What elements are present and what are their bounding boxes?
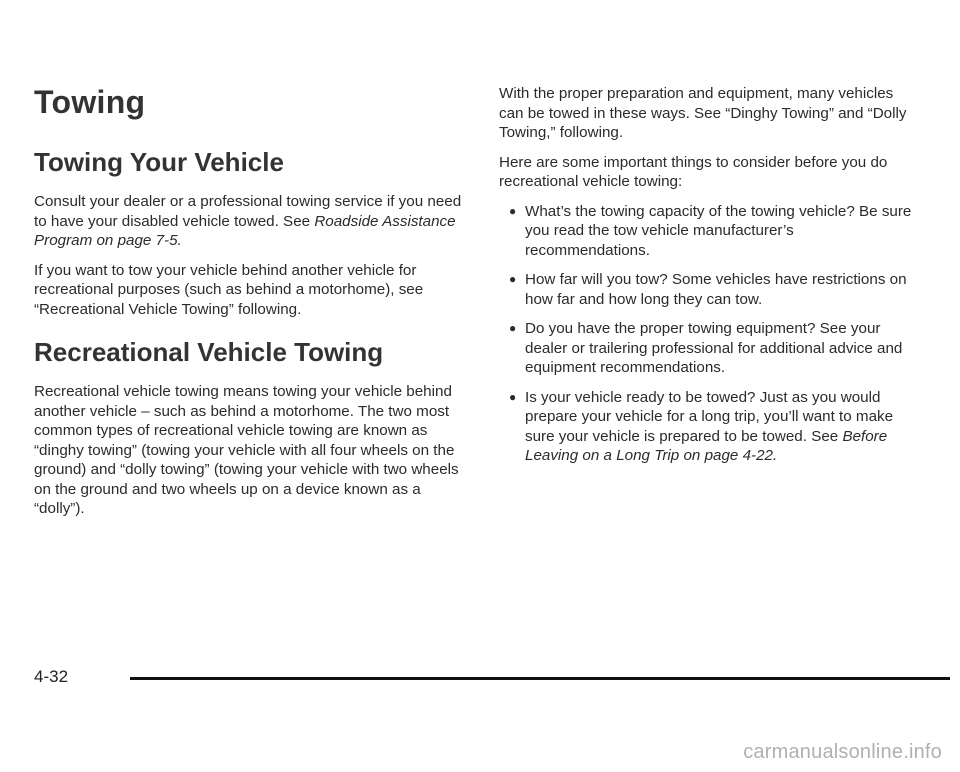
bullet-icon: ● [509, 389, 517, 404]
paragraph-preparation: With the proper preparation and equipment, many vehicles can be towed in these ways. See “Dinghy Towing” and “Dolly Towing,” following. [499, 85, 907, 141]
list-item-text: How far will you tow? Some vehicles have restrictions on how far and how long they can tow. [525, 271, 907, 308]
bullet-icon: ● [509, 203, 517, 218]
paragraph-recreational-purposes: If you want to tow your vehicle behind another vehicle for recreational purposes (such as behind a motorhome), see “Recreational Vehicle Towing” following. [34, 261, 424, 318]
paragraph-consult-dealer [34, 192, 474, 251]
bullet-icon: ● [509, 272, 517, 286]
bullet-icon: ● [509, 321, 517, 335]
list-item [499, 202, 919, 261]
section-heading-recreational-vehicle-towing: Recreational Vehicle Towing [34, 337, 384, 367]
considerations-list [499, 202, 919, 466]
left-column [34, 84, 474, 529]
section-heading-towing-your-vehicle: Towing Your Vehicle [34, 147, 284, 177]
page-number: 4-32 [34, 667, 69, 686]
right-column [499, 84, 919, 476]
list-item-text: Is your vehicle ready to be towed? Just as you would prepare your vehicle for a long trip, you’ll want to make sure your vehicle is prepared to be towed. See [525, 388, 894, 445]
list-item [499, 270, 919, 309]
paragraph-recreational-towing-definition: Recreational vehicle towing means towing your vehicle behind another vehicle – such as behind a motorhome. The two most common types of recreational vehicle towing are known as “dinghy towing” (towing your vehicle with all four wheels on the ground) and “dolly towing” (towing your vehicle with two wheels on the ground and two wheels up on a device known as a “dolly”). [34, 383, 459, 517]
chapter-title: Towing [34, 84, 146, 120]
list-item-text: What’s the towing capacity of the towing vehicle? Be sure you read the tow vehicle manufacturer’s recommendations. [525, 202, 912, 259]
watermark: carmanualsonline.info [743, 741, 942, 763]
footer-rule [130, 677, 950, 680]
list-item [499, 319, 919, 378]
list-item-text: Do you have the proper towing equipment? See your dealer or trailering professional for additional advice and equipment recommendations. [525, 320, 903, 376]
page-footer [34, 667, 920, 691]
cross-reference-long-trip[interactable]: Before Leaving on a Long Trip on page 4-22. [525, 427, 888, 464]
paragraph-considerations-intro: Here are some important things to consider before you do recreational vehicle towing: [499, 153, 888, 190]
cross-reference-roadside-assistance[interactable]: Roadside Assistance Program on page 7-5. [34, 212, 456, 249]
list-item [499, 388, 919, 466]
paragraph-text: Consult your dealer or a professional towing service if you need to have your disabled vehicle towed. See [34, 193, 462, 230]
